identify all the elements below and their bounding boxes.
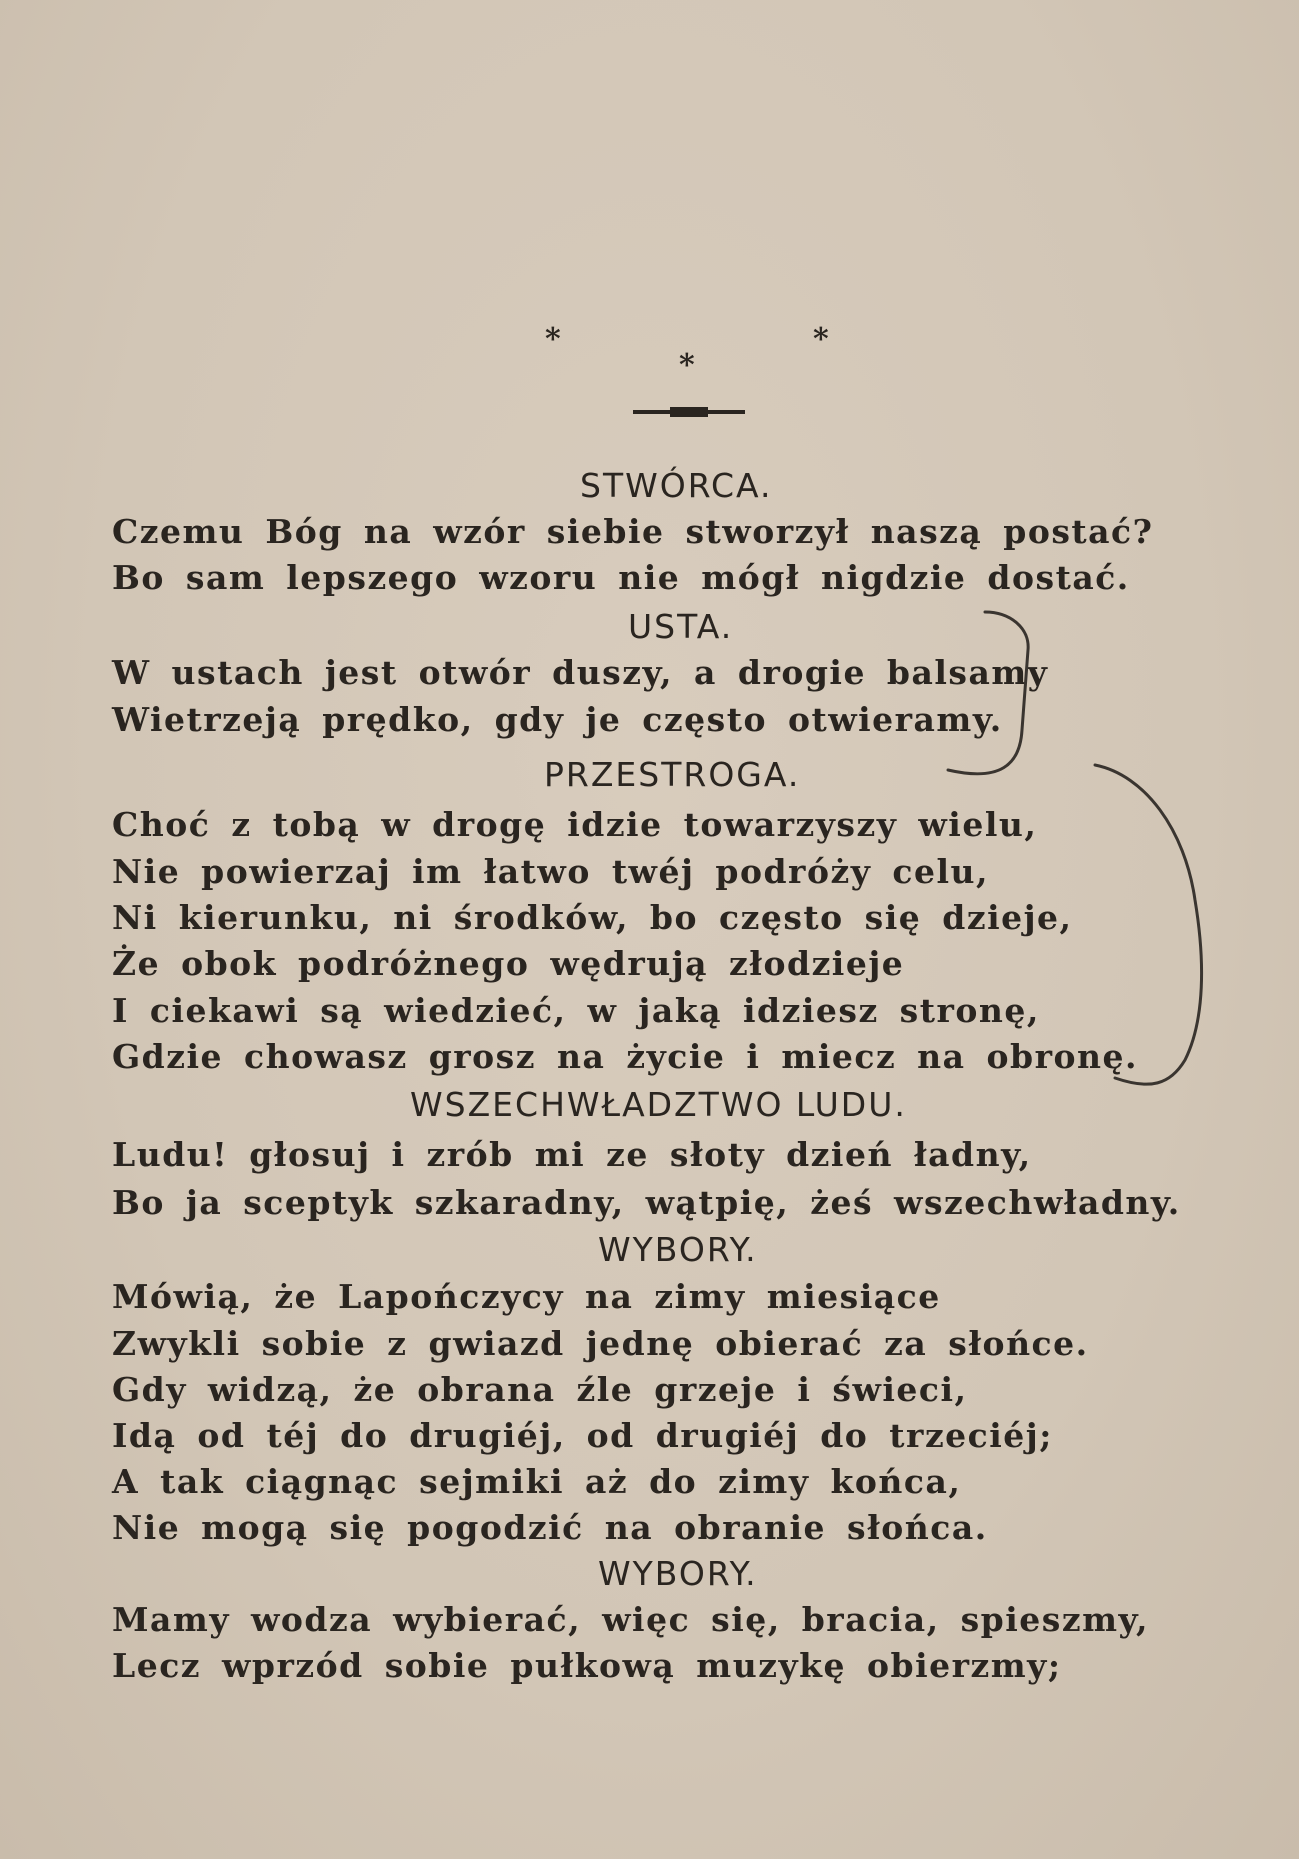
verse-line: W ustach jest otwór duszy, a drogie balsamy — [112, 653, 1049, 692]
verse-line: Nie powierzaj im łatwo twéj podróży celu, — [112, 852, 989, 891]
verse-line: Czemu Bóg na wzór siebie stworzył naszą postać? — [112, 512, 1154, 551]
verse-line: Zwykli sobie z gwiazd jednę obierać za słońce. — [112, 1324, 1089, 1363]
verse-line: Nie mogą się pogodzić na obranie słońca. — [112, 1508, 988, 1547]
verse-line: I ciekawi są wiedzieć, w jaką idziesz stronę, — [112, 991, 1040, 1030]
verse-line: Idą od téj do drugiéj, od drugiéj do trzeciéj; — [112, 1416, 1053, 1455]
verse-line: Lecz wprzód sobie pułkową muzykę obierzmy; — [112, 1646, 1062, 1685]
verse-line: A tak ciągnąc sejmiki aż do zimy końca, — [112, 1462, 962, 1501]
verse-line: Bo ja sceptyk szkaradny, wątpię, żeś wszechwładny. — [112, 1183, 1181, 1222]
ornament-star-left: * — [545, 322, 561, 357]
poem-title: WYBORY. — [598, 1230, 758, 1269]
verse-line: Bo sam lepszego wzoru nie mógł nigdzie dostać. — [112, 558, 1130, 597]
verse-line: Że obok podróżnego wędrują złodzieje — [112, 944, 905, 983]
poem-title: WSZECHWŁADZTWO LUDU. — [410, 1085, 907, 1124]
ornament-star-right: * — [813, 322, 829, 357]
verse-line: Wietrzeją prędko, gdy je często otwieramy. — [112, 700, 1003, 739]
verse-line: Gdy widzą, że obrana źle grzeje i świeci, — [112, 1370, 968, 1409]
verse-line: Choć z tobą w drogę idzie towarzyszy wielu, — [112, 805, 1038, 844]
verse-line: Ni kierunku, ni środków, bo często się dzieje, — [112, 898, 1073, 937]
poem-title: STWÓRCA. — [580, 466, 773, 505]
poem-title: PRZESTROGA. — [544, 755, 801, 794]
verse-line: Mamy wodza wybierać, więc się, bracia, spieszmy, — [112, 1600, 1149, 1639]
verse-line: Ludu! głosuj i zrób mi ze słoty dzień ładny, — [112, 1135, 1032, 1174]
ornament-star-middle: * — [679, 348, 695, 383]
verse-line: Gdzie chowasz grosz na życie i miecz na obronę. — [112, 1037, 1138, 1076]
poem-title: USTA. — [628, 607, 734, 646]
verse-line: Mówią, że Lapończycy na zimy miesiące — [112, 1277, 941, 1316]
poem-title: WYBORY. — [598, 1554, 758, 1593]
